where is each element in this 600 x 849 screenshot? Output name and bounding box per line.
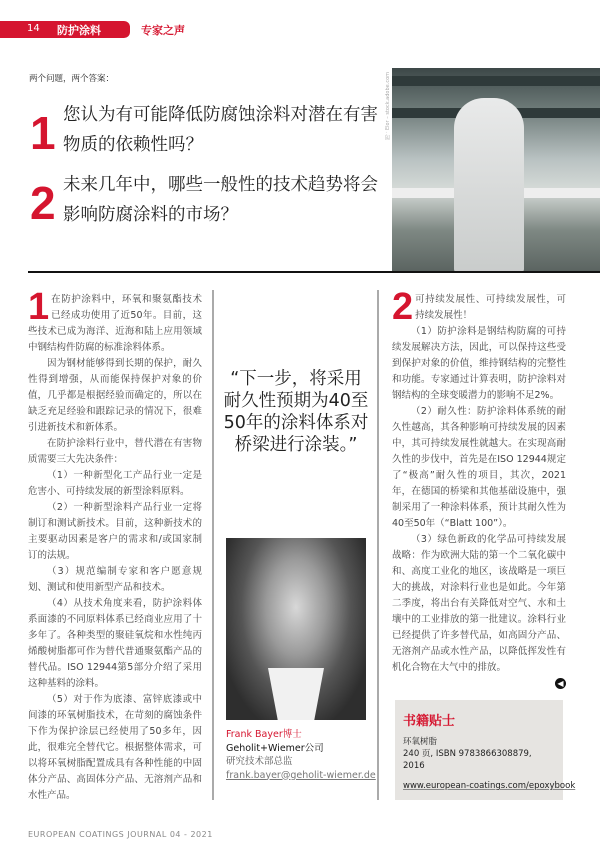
expert-portrait [226,538,366,720]
paragraph: 在防护涂料行业中，替代潜在有害物质需要三大先决条件： [28,438,202,465]
paragraph: （3）规范编制专家和客户愿意规划、测试和使用新型产品和技术。 [28,566,202,593]
paragraph: 因为钢材能够得到长期的保护，耐久性得到增强，从而能保持保护对象的价值，几乎都是根据经验而确定的，所以在缺乏充足经验和跟踪记录的情况下，很难引进新技术和新体系。 [28,358,202,433]
pull-quote: “下一步，将采用耐久性预期为40至50年的涂料体系对桥梁进行涂装。” [223,369,369,455]
book-subject: 环氧树脂 [403,737,438,747]
expert-company: Geholit+Wiemer公司 [226,742,324,754]
book-tip-title: 书籍贴士 [403,714,456,729]
paragraph: （2）一种新型涂料产品行业一定将制订和测试新技术。目前，这种新技术的主要驱动因素是客户的需求和/或国家制订的法规。 [28,502,202,561]
footer-journal: EUROPEAN COATINGS JOURNAL 04 - 2021 [28,830,213,839]
paragraph: （5）对于作为底漆、富锌底漆或中间漆的环氧树脂技术，在苛刻的腐蚀条件下作为保护涂层已经使用了50多年，因此，很难完全替代它。根据整体需求，可以将环氧树脂配置成具有各种性能的中固体分产品、高固体分产品、无溶剂产品和水性产品。 [28,694,202,801]
answer-1-column [28,286,202,804]
column-divider [212,290,214,800]
intro-text: 两个问题，两个答案： [29,74,115,84]
divider [28,271,600,273]
book-details: 240 页, ISBN 9783866308879, 2016 [403,749,532,771]
paragraph: 在防护涂料中，环氧和聚氨酯技术已经成功使用了近50年。目前，这些技术已成为海洋、近海和陆上应用领域中钢结构件防腐的标准涂料体系。 [28,294,202,353]
hero-photo-painter [392,68,600,271]
page-number: 14 [27,23,40,34]
photo-credit: 图：Elor – stock.adobe.com [385,72,391,141]
paragraph: 可持续发展性、可持续发展性，可持续发展性！ [415,294,566,321]
expert-name: Frank Bayer博士 [226,729,302,740]
expert-email-link[interactable]: frank.bayer@geholit-wiemer.de [226,769,376,781]
expert-caption [226,728,376,782]
section-title: 防护涂料 [57,24,101,37]
book-tip-box [395,700,576,800]
answer-1-number: 1 [28,286,50,328]
column-divider [377,290,379,800]
back-arrow-circle-icon: ◀ [555,678,566,689]
book-url-link[interactable]: www.european-coatings.com/epoxybook [403,781,576,791]
answer-2-number: 2 [392,286,414,328]
question-2: 未来几年中，哪些一般性的技术趋势将会影响防腐涂料的市场？ [63,175,378,225]
paragraph: （1）一种新型化工产品行业一定是危害小、可持续发展的新型涂料原料。 [28,470,202,497]
question-number-1: 1 [30,107,56,159]
paragraph: （1）防护涂料是钢结构防腐的可持续发展解决方法，因此，可以保持这些受到保护对象的价值，维持钢结构的完整性和功能。专家通过计算表明，防护涂料对钢结构的全球变暖潜力的影响不足2%。 [392,326,566,401]
question-number-2: 2 [30,177,56,229]
paragraph: （2）耐久性：防护涂料体系统的耐久性越高，其各种影响可持续发展的因素中，其可持续发展性就越大。在实现高耐久性的步伐中，首先是在ISO 12944规定了“极高”耐久性的项目，其次，2021年，在德国的桥梁和其他基础设施中，强制采用了一种涂料体系，预计其耐久性为40至50年（“Blatt 100”）。 [392,406,566,529]
expert-role: 研究技术部总监 [226,756,293,767]
question-1: 您认为有可能降低防腐蚀涂料对潜在有害物质的依赖性吗？ [63,105,378,155]
paragraph: （3）绿色新政的化学品可持续发展战略：作为欧洲大陆的第一个二氧化碳中和、高度工业化的地区，该战略是一项巨大的挑战，对涂料行业也是如此。今年第二季度，将出台有关降低对空气、水和土壤中的工业排放的第一批建议。涂料行业已经提供了许多替代品，如高固分产品、无溶剂产品或水性产品，以降低挥发性有机化合物在大气中的排放。 [392,534,566,673]
answer-2-column [392,286,566,690]
category-title: 专家之声 [141,24,185,37]
paragraph: （4）从技术角度来看，防护涂料体系面漆的不同原料体系已经商业应用了十多年了。各种类型的聚硅氧烷和水性纯丙烯酸树脂都可作为替代普通聚氨酯产品的替代品。ISO 12944第5部分介绍了采用这种基料的涂料。 [28,598,202,689]
